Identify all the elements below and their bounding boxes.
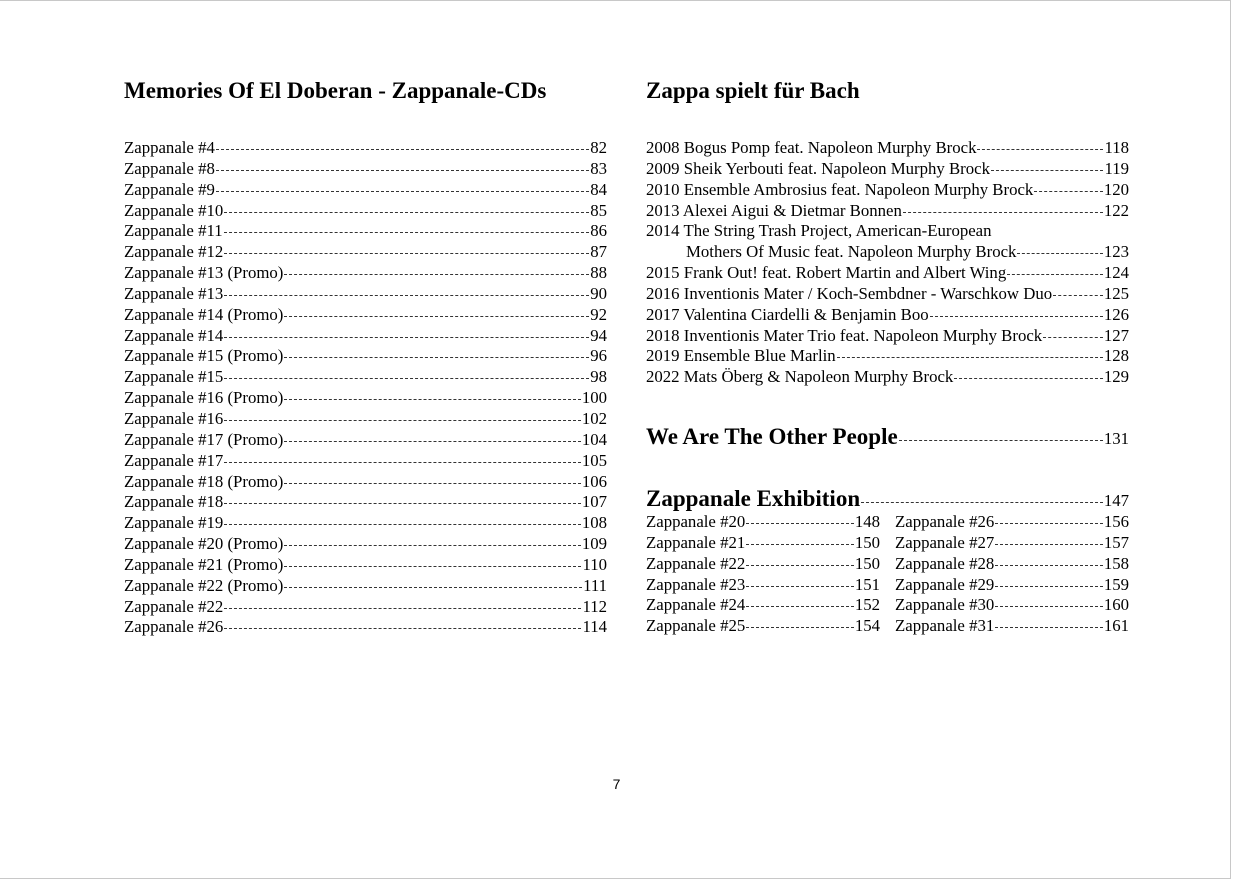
toc-entry[interactable] [895, 616, 1129, 637]
entry-title: Zappanale #10 [124, 200, 224, 220]
page-ref: 86 [590, 221, 607, 241]
page-ref: 129 [1103, 367, 1129, 387]
toc-entry[interactable] [124, 242, 607, 263]
page-ref: 98 [590, 367, 607, 387]
toc-entry[interactable] [124, 180, 607, 201]
entry-title: Zappanale #8 [124, 158, 215, 178]
page-ref: 106 [581, 471, 607, 491]
entry-title: Zappanale #31 [895, 616, 995, 636]
dot-leader [861, 502, 1103, 503]
page-ref: 92 [590, 304, 607, 324]
page-ref: 151 [854, 574, 880, 594]
toc-entry[interactable] [124, 576, 607, 597]
page-ref: 102 [581, 408, 607, 428]
toc-entry[interactable] [895, 575, 1129, 596]
toc-entry[interactable] [124, 534, 607, 555]
entry-title: 2014 The String Trash Project, American-European [646, 221, 992, 241]
entry-title: Zappanale #18 (Promo) [124, 471, 284, 491]
toc-entry[interactable] [646, 180, 1129, 201]
toc-entry[interactable] [646, 533, 880, 554]
entry-title: Zappanale #22 (Promo) [124, 575, 284, 595]
page-ref: 84 [590, 179, 607, 199]
entry-title: Zappanale #20 [646, 512, 746, 531]
entry-title: Zappanale #28 [895, 553, 995, 573]
toc-entry[interactable] [646, 263, 1129, 284]
toc-entry[interactable] [646, 242, 1129, 263]
entry-title: Zappanale #23 [646, 574, 746, 594]
entry-title: Zappanale #27 [895, 532, 995, 552]
entry-title: Zappanale #15 (Promo) [124, 346, 284, 366]
page-ref: 111 [583, 575, 607, 595]
toc-entry[interactable] [646, 159, 1129, 180]
page-ref: 159 [1103, 574, 1129, 594]
page-ref: 110 [582, 554, 607, 574]
toc-list-zappanale-cds [124, 138, 607, 638]
dot-leader [224, 232, 590, 233]
dot-leader [1017, 253, 1102, 254]
dot-leader [224, 212, 589, 213]
toc-entry[interactable] [124, 388, 607, 409]
entry-title: Zappanale #16 (Promo) [124, 388, 284, 408]
toc-entry[interactable] [124, 263, 607, 284]
entry-title: Zappanale #29 [895, 574, 995, 594]
page-ref: 107 [581, 492, 607, 512]
toc-entry[interactable] [124, 138, 607, 159]
toc-entry[interactable] [124, 513, 607, 534]
page-ref: 87 [590, 242, 607, 262]
dot-leader [1007, 274, 1103, 275]
page-ref: 157 [1103, 532, 1129, 552]
toc-entry[interactable] [124, 430, 607, 451]
dot-leader [995, 523, 1103, 524]
entry-title: 2017 Valentina Ciardelli & Benjamin Boo [646, 304, 929, 324]
toc-entry[interactable] [124, 409, 607, 430]
entry-title: Zappanale #24 [646, 595, 746, 615]
dot-leader [224, 524, 581, 525]
dot-leader [224, 253, 589, 254]
page-ref: 124 [1103, 263, 1129, 283]
dot-leader [995, 606, 1103, 607]
toc-entry[interactable] [124, 597, 607, 618]
dot-leader [977, 149, 1103, 150]
toc-entry[interactable] [124, 159, 607, 180]
toc-heading-other-people[interactable] [646, 424, 1129, 450]
dot-leader [284, 274, 589, 275]
entry-title: 2019 Ensemble Blue Marlin [646, 346, 836, 366]
entry-title: Zappanale #26 [895, 512, 995, 531]
dot-leader [899, 440, 1103, 441]
dot-leader [1053, 295, 1103, 296]
dot-leader [224, 295, 589, 296]
exhibition-sublist [646, 512, 1129, 637]
toc-entry[interactable] [895, 595, 1129, 616]
toc-entry[interactable] [646, 512, 880, 533]
entry-title: 2016 Inventionis Mater / Koch-Sembdner - Warschkow Duo [646, 283, 1053, 303]
entry-title: Zappanale #13 [124, 283, 224, 303]
entry-title: 2015 Frank Out! feat. Robert Martin and Albert Wing [646, 263, 1007, 283]
dot-leader [995, 544, 1103, 545]
page-ref: 104 [581, 429, 607, 449]
page-ref: 108 [581, 513, 607, 533]
page-ref: 83 [590, 158, 607, 178]
page-ref: 123 [1103, 242, 1129, 262]
section-title-other-people: We Are The Other People [646, 424, 898, 449]
dot-leader [995, 627, 1103, 628]
entry-title: Zappanale #17 (Promo) [124, 429, 284, 449]
dot-leader [746, 565, 854, 566]
toc-entry[interactable] [646, 138, 1129, 159]
entry-title: Zappanale #30 [895, 595, 995, 615]
dot-leader [995, 586, 1103, 587]
entry-title: Zappanale #16 [124, 408, 224, 428]
page-ref: 100 [581, 388, 607, 408]
page-ref: 161 [1103, 616, 1129, 636]
dot-leader [284, 441, 580, 442]
toc-entry[interactable] [124, 201, 607, 222]
dot-leader [1034, 191, 1103, 192]
toc-list-bach [646, 138, 1129, 388]
section-title-bach: Zappa spielt für Bach [646, 78, 860, 103]
dot-leader [216, 170, 589, 171]
exhibition-column-1 [646, 512, 880, 637]
dot-leader [930, 316, 1103, 317]
dot-leader [224, 503, 581, 504]
dot-leader [746, 523, 854, 524]
toc-heading-exhibition[interactable] [646, 486, 1129, 512]
entry-title: Zappanale #14 (Promo) [124, 304, 284, 324]
dot-leader [1043, 337, 1103, 338]
page-ref: 109 [581, 534, 607, 554]
page-ref: 94 [590, 325, 607, 345]
page-ref: 152 [854, 595, 880, 615]
page-ref: 160 [1103, 595, 1129, 615]
dot-leader [284, 357, 589, 358]
dot-leader [746, 627, 854, 628]
entry-title: 2013 Alexei Aigui & Dietmar Bonnen [646, 200, 902, 220]
dot-leader [746, 586, 854, 587]
page-ref: 125 [1103, 283, 1129, 303]
entry-title: Zappanale #18 [124, 492, 224, 512]
entry-title: 2010 Ensemble Ambrosius feat. Napoleon Murphy Brock [646, 179, 1034, 199]
page-ref: 150 [854, 553, 880, 573]
page-ref: 126 [1103, 304, 1129, 324]
toc-entry[interactable] [646, 326, 1129, 347]
page-ref: 150 [854, 532, 880, 552]
toc-entry[interactable] [895, 533, 1129, 554]
entry-title: Zappanale #13 (Promo) [124, 263, 284, 283]
dot-leader [284, 545, 580, 546]
toc-entry[interactable] [646, 367, 1129, 388]
dot-leader [216, 191, 589, 192]
toc-entry[interactable] [124, 555, 607, 576]
dot-leader [991, 170, 1103, 171]
toc-entry[interactable] [646, 616, 880, 637]
dot-leader [903, 212, 1103, 213]
section-title-exhibition: Zappanale Exhibition [646, 486, 861, 511]
entry-title: 2018 Inventionis Mater Trio feat. Napoleon Murphy Brock [646, 325, 1043, 345]
dot-leader [284, 566, 581, 567]
dot-leader [224, 628, 581, 629]
page-ref: 128 [1103, 346, 1129, 366]
entry-title: Zappanale #11 [124, 221, 223, 241]
dot-leader [746, 606, 854, 607]
entry-title: 2008 Bogus Pomp feat. Napoleon Murphy Brock [646, 138, 977, 157]
dot-leader [995, 565, 1103, 566]
entry-title: Zappanale #25 [646, 616, 746, 636]
dot-leader [284, 399, 580, 400]
entry-title: 2022 Mats Öberg & Napoleon Murphy Brock [646, 367, 954, 387]
entry-title: Zappanale #22 [646, 553, 746, 573]
entry-title: Zappanale #14 [124, 325, 224, 345]
page-ref: 114 [582, 617, 607, 637]
page-ref: 112 [582, 596, 607, 616]
page-ref: 122 [1103, 200, 1129, 220]
toc-entry[interactable] [895, 554, 1129, 575]
toc-entry[interactable] [646, 284, 1129, 305]
toc-entry[interactable] [646, 595, 880, 616]
toc-entry[interactable] [646, 346, 1129, 367]
entry-title: Zappanale #21 [646, 532, 746, 552]
entry-title: Zappanale #9 [124, 179, 215, 199]
toc-entry[interactable] [646, 554, 880, 575]
toc-entry[interactable] [646, 305, 1129, 326]
toc-entry[interactable] [124, 346, 607, 367]
entry-title: Zappanale #22 [124, 596, 224, 616]
page-ref: 119 [1104, 158, 1129, 178]
toc-entry[interactable] [124, 326, 607, 347]
toc-entry[interactable] [124, 472, 607, 493]
entry-title: Zappanale #19 [124, 513, 224, 533]
page-ref: 154 [854, 616, 880, 636]
entry-title: 2009 Sheik Yerbouti feat. Napoleon Murphy Brock [646, 158, 990, 178]
page-ref: 96 [590, 346, 607, 366]
dot-leader [224, 462, 581, 463]
toc-entry[interactable] [646, 201, 1129, 222]
entry-title: Zappanale #17 [124, 450, 224, 470]
toc-entry[interactable] [124, 305, 607, 326]
toc-entry[interactable] [895, 512, 1129, 533]
toc-entry[interactable] [646, 575, 880, 596]
dot-leader [224, 337, 589, 338]
dot-leader [284, 316, 589, 317]
entry-title: Zappanale #20 (Promo) [124, 534, 284, 554]
dot-leader [224, 420, 581, 421]
dot-leader [284, 587, 582, 588]
dot-leader [954, 378, 1103, 379]
toc-entry[interactable] [124, 617, 607, 638]
entry-title: Mothers Of Music feat. Napoleon Murphy Brock [686, 242, 1017, 262]
page-ref: 158 [1103, 553, 1129, 573]
dot-leader [224, 378, 589, 379]
entry-title: Zappanale #21 (Promo) [124, 554, 284, 574]
page-ref: 118 [1104, 138, 1129, 157]
page-ref: 156 [1103, 512, 1129, 531]
dot-leader [837, 357, 1103, 358]
dot-leader [216, 149, 589, 150]
entry-title: Zappanale #4 [124, 138, 215, 157]
exhibition-column-2 [895, 512, 1129, 637]
page-ref: 120 [1103, 179, 1129, 199]
toc-entry[interactable] [124, 284, 607, 305]
dot-leader [746, 544, 854, 545]
page-ref: 85 [590, 200, 607, 220]
page-ref: 82 [590, 138, 607, 157]
page-ref: 127 [1103, 325, 1129, 345]
page-ref: 131 [1103, 429, 1129, 448]
entry-title: Zappanale #26 [124, 617, 224, 637]
toc-entry[interactable] [124, 451, 607, 472]
toc-entry[interactable] [646, 221, 1129, 242]
page-ref: 148 [854, 512, 880, 531]
entry-title: Zappanale #12 [124, 242, 224, 262]
page-ref: 88 [590, 263, 607, 283]
toc-entry[interactable] [124, 367, 607, 388]
dot-leader [224, 608, 581, 609]
toc-entry[interactable] [124, 492, 607, 513]
page-ref: 105 [581, 450, 607, 470]
entry-title: Zappanale #15 [124, 367, 224, 387]
toc-entry[interactable] [124, 221, 607, 242]
page-ref: 90 [590, 283, 607, 303]
page-number: 7 [612, 776, 621, 792]
section-title-zappanale-cds: Memories Of El Doberan - Zappanale-CDs [124, 78, 547, 103]
page-ref: 147 [1103, 491, 1129, 510]
dot-leader [284, 483, 580, 484]
